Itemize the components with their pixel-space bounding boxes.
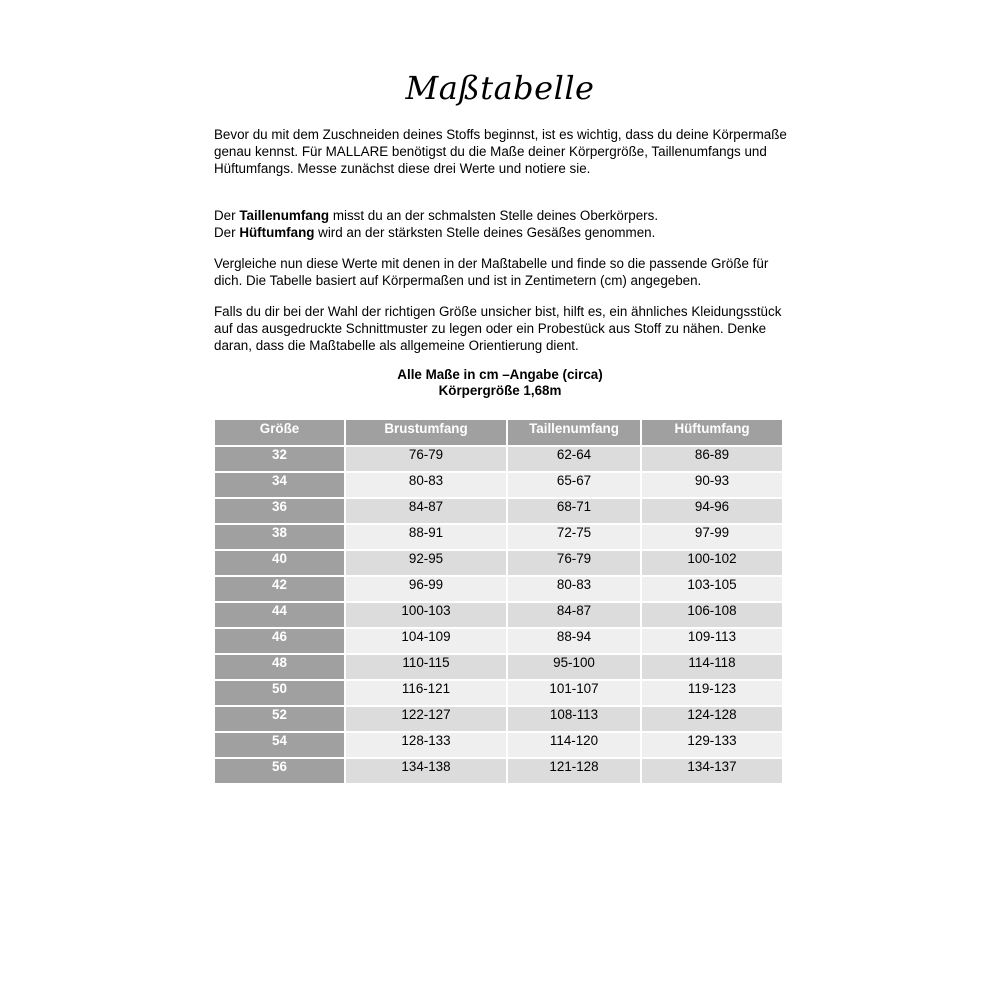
header-bust: Brustumfang <box>346 420 506 445</box>
bust-cell: 116-121 <box>346 681 506 705</box>
waist-cell: 62-64 <box>508 447 640 471</box>
size-cell: 44 <box>215 603 344 627</box>
size-cell: 46 <box>215 629 344 653</box>
hip-cell: 114-118 <box>642 655 782 679</box>
hip-cell: 90-93 <box>642 473 782 497</box>
waist-cell: 121-128 <box>508 759 640 783</box>
bust-cell: 76-79 <box>346 447 506 471</box>
table-row <box>215 551 782 575</box>
bust-cell: 134-138 <box>346 759 506 783</box>
hip-suffix: wird an der stärksten Stelle deines Gesäßes genommen. <box>314 225 656 240</box>
table-header-row <box>215 420 782 445</box>
waist-cell: 84-87 <box>508 603 640 627</box>
hip-instruction <box>214 224 794 241</box>
size-cell: 38 <box>215 525 344 549</box>
table-caption <box>0 367 1000 399</box>
waist-instruction <box>214 207 794 224</box>
hip-cell: 106-108 <box>642 603 782 627</box>
size-cell: 52 <box>215 707 344 731</box>
waist-term: Taillenumfang <box>239 208 330 223</box>
size-cell: 50 <box>215 681 344 705</box>
table-row <box>215 447 782 471</box>
bust-cell: 100-103 <box>346 603 506 627</box>
waist-cell: 68-71 <box>508 499 640 523</box>
table-row <box>215 499 782 523</box>
bust-cell: 110-115 <box>346 655 506 679</box>
waist-suffix: misst du an der schmalsten Stelle deines Oberkörpers. <box>329 208 659 223</box>
table-row <box>215 655 782 679</box>
header-hip: Hüftumfang <box>642 420 782 445</box>
bust-cell: 128-133 <box>346 733 506 757</box>
hip-cell: 109-113 <box>642 629 782 653</box>
waist-cell: 114-120 <box>508 733 640 757</box>
table-body <box>215 447 782 783</box>
size-cell: 54 <box>215 733 344 757</box>
hip-cell: 119-123 <box>642 681 782 705</box>
size-cell: 34 <box>215 473 344 497</box>
table-row <box>215 733 782 757</box>
hip-cell: 97-99 <box>642 525 782 549</box>
bust-cell: 80-83 <box>346 473 506 497</box>
size-cell: 42 <box>215 577 344 601</box>
waist-cell: 72-75 <box>508 525 640 549</box>
measurement-instructions <box>214 207 794 241</box>
table-row <box>215 473 782 497</box>
hip-cell: 124-128 <box>642 707 782 731</box>
waist-prefix: Der <box>214 208 240 223</box>
waist-cell: 101-107 <box>508 681 640 705</box>
hip-cell: 103-105 <box>642 577 782 601</box>
hip-cell: 94-96 <box>642 499 782 523</box>
unsure-paragraph: Falls du dir bei der Wahl der richtigen Größe unsicher bist, hilft es, ein ähnliches Kleidungsstück auf das ausgedruckte Schnittmuster zu legen oder ein Probestück aus Stoff zu nähen. Denke daran, dass die Maßtabelle als allgemeine Orientierung dient. <box>214 304 782 353</box>
size-cell: 36 <box>215 499 344 523</box>
table-row <box>215 603 782 627</box>
table-row <box>215 681 782 705</box>
page-title: Maßtabelle <box>405 69 595 107</box>
waist-cell: 95-100 <box>508 655 640 679</box>
table-row <box>215 707 782 731</box>
waist-cell: 88-94 <box>508 629 640 653</box>
header-size: Größe <box>215 420 344 445</box>
table-row <box>215 759 782 783</box>
size-cell: 32 <box>215 447 344 471</box>
header-waist: Taillenumfang <box>508 420 640 445</box>
size-table <box>213 418 784 785</box>
waist-cell: 80-83 <box>508 577 640 601</box>
hip-term: Hüftumfang <box>239 225 315 240</box>
waist-cell: 108-113 <box>508 707 640 731</box>
table-row <box>215 525 782 549</box>
size-cell: 40 <box>215 551 344 575</box>
table-row <box>215 629 782 653</box>
waist-cell: 65-67 <box>508 473 640 497</box>
size-cell: 56 <box>215 759 344 783</box>
hip-cell: 100-102 <box>642 551 782 575</box>
hip-cell: 129-133 <box>642 733 782 757</box>
intro-paragraph: Bevor du mit dem Zuschneiden deines Stoffs beginnst, ist es wichtig, dass du deine Körpermaße genau kennst. Für MALLARE benötigst du die Maße deiner Körpergröße, Taillenumfangs und Hüftumfangs. Messe zunächst diese drei Werte und notiere sie. <box>214 127 787 176</box>
bust-cell: 84-87 <box>346 499 506 523</box>
waist-cell: 76-79 <box>508 551 640 575</box>
bust-cell: 92-95 <box>346 551 506 575</box>
bust-cell: 96-99 <box>346 577 506 601</box>
bust-cell: 104-109 <box>346 629 506 653</box>
hip-cell: 86-89 <box>642 447 782 471</box>
bust-cell: 122-127 <box>346 707 506 731</box>
hip-prefix: Der <box>214 225 240 240</box>
table-caption-height: Körpergröße 1,68m <box>438 383 562 398</box>
size-cell: 48 <box>215 655 344 679</box>
hip-cell: 134-137 <box>642 759 782 783</box>
bust-cell: 88-91 <box>346 525 506 549</box>
table-row <box>215 577 782 601</box>
compare-paragraph: Vergleiche nun diese Werte mit denen in der Maßtabelle und finde so die passende Größe für dich. Die Tabelle basiert auf Körpermaßen und ist in Zentimetern (cm) angegeben. <box>214 256 769 288</box>
table-caption-units: Alle Maße in cm –Angabe (circa) <box>397 367 603 382</box>
